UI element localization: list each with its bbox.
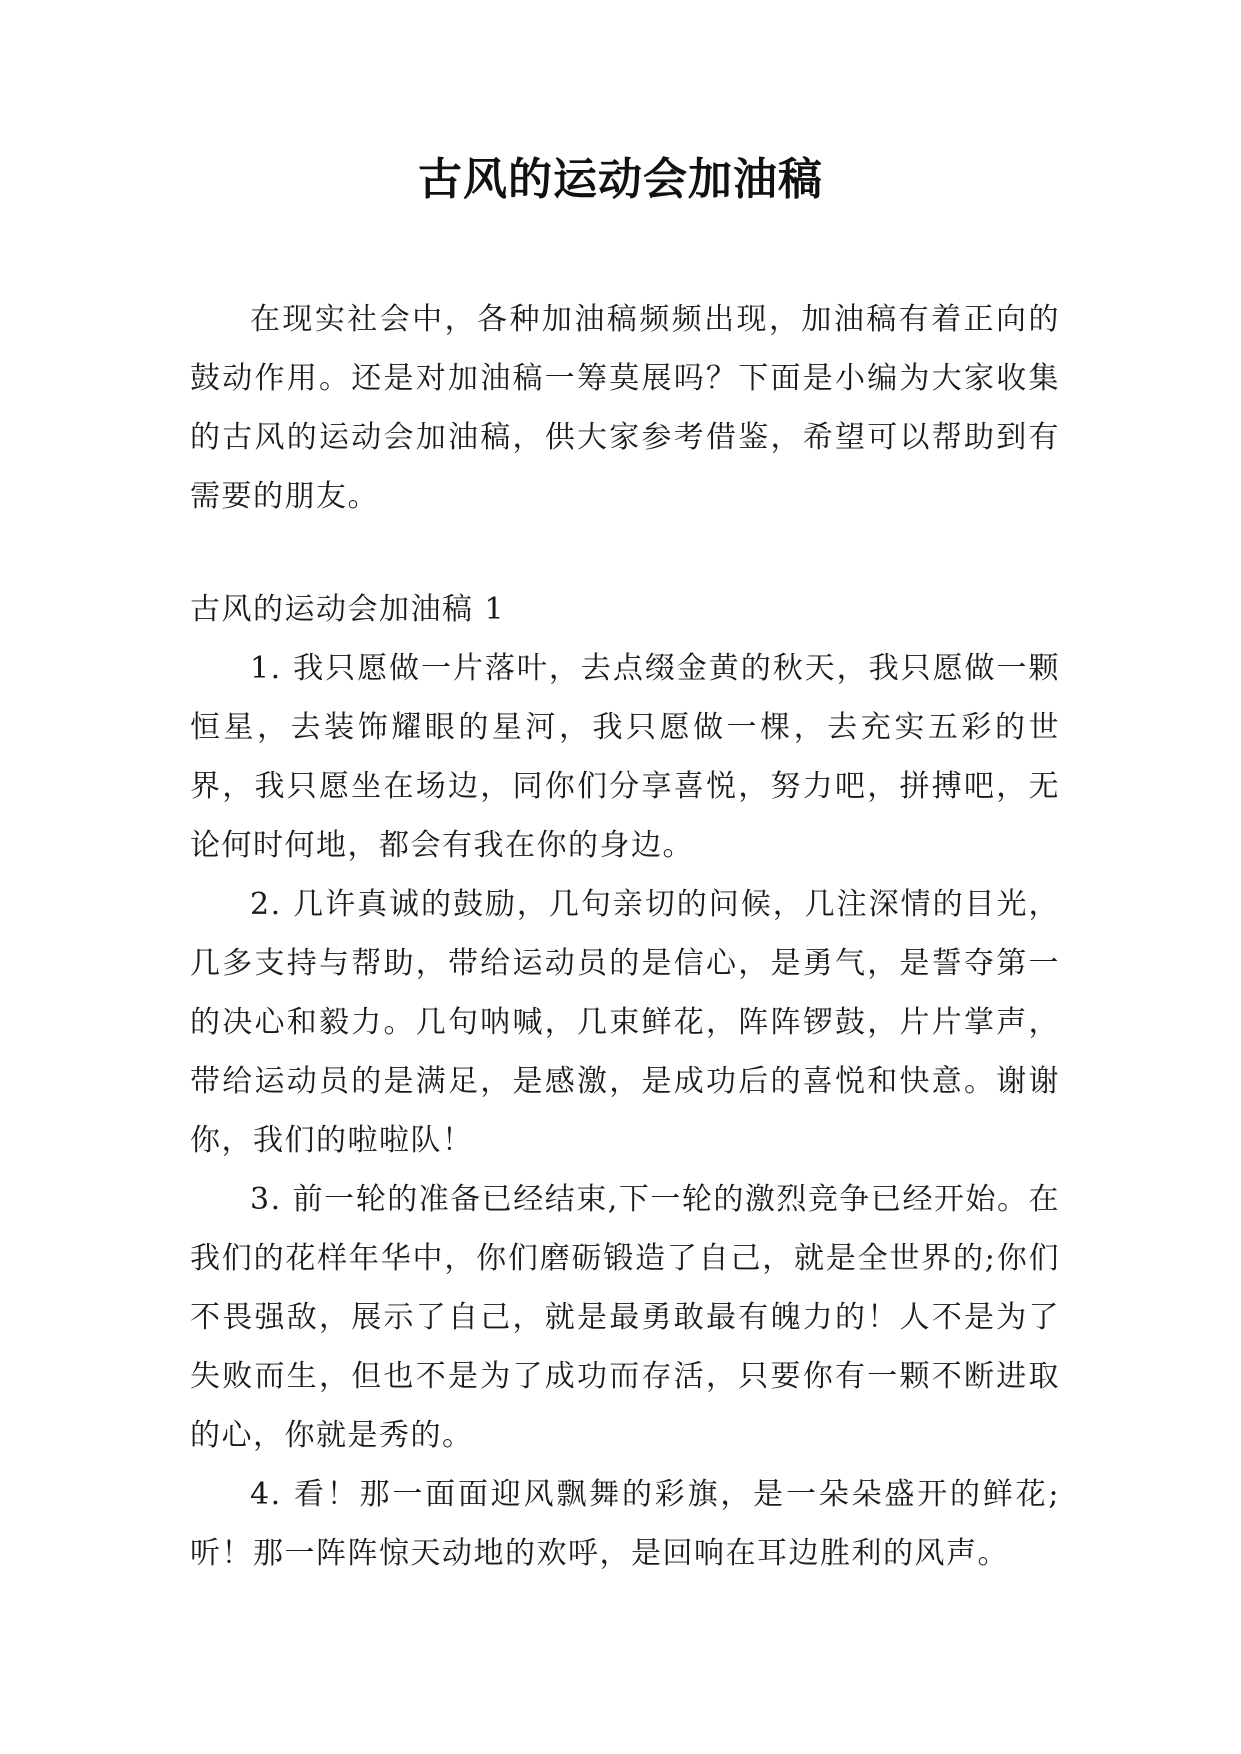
intro-paragraph: 在现实社会中，各种加油稿频频出现，加油稿有着正向的鼓动作用。还是对加油稿一筹莫展吗？下面是小编为大家收集的古风的运动会加油稿，供大家参考借鉴，希望可以帮助到有需要的朋友。 [190,302,1060,514]
list-item: 4. 看！那一面面迎风飘舞的彩旗，是一朵朵盛开的鲜花;听！那一阵阵惊天动地的欢呼，是回响在耳边胜利的风声。 [190,1477,1060,1571]
section-heading: 古风的运动会加油稿 1 [190,592,506,627]
list-item: 1. 我只愿做一片落叶，去点缀金黄的秋天，我只愿做一颗恒星，去装饰耀眼的星河，我只愿做一棵，去充实五彩的世界，我只愿坐在场边，同你们分享喜悦，努力吧，拼搏吧，无论何时何地，都会有我在你的身边。 [190,651,1060,863]
intro-section [190,290,1060,526]
list-item: 3. 前一轮的准备已经结束,下一轮的激烈竞争已经开始。在我们的花样年华中，你们磨砺锻造了自己，就是全世界的;你们不畏强敌，展示了自己，就是最勇敢最有魄力的！人不是为了失败而生，但也不是为了成功而存活，只要你有一颗不断进取的心，你就是秀的。 [190,1182,1060,1453]
page-title: 古风的运动会加油稿 [418,154,823,205]
cheer-section-1 [190,580,1060,1583]
list-item: 2. 几许真诚的鼓励，几句亲切的问候，几注深情的目光，几多支持与帮助，带给运动员的是信心，是勇气，是誓夺第一的决心和毅力。几句呐喊，几束鲜花，阵阵锣鼓，片片掌声，带给运动员的是满足，是感激，是成功后的喜悦和快意。谢谢你，我们的啦啦队！ [190,887,1060,1158]
